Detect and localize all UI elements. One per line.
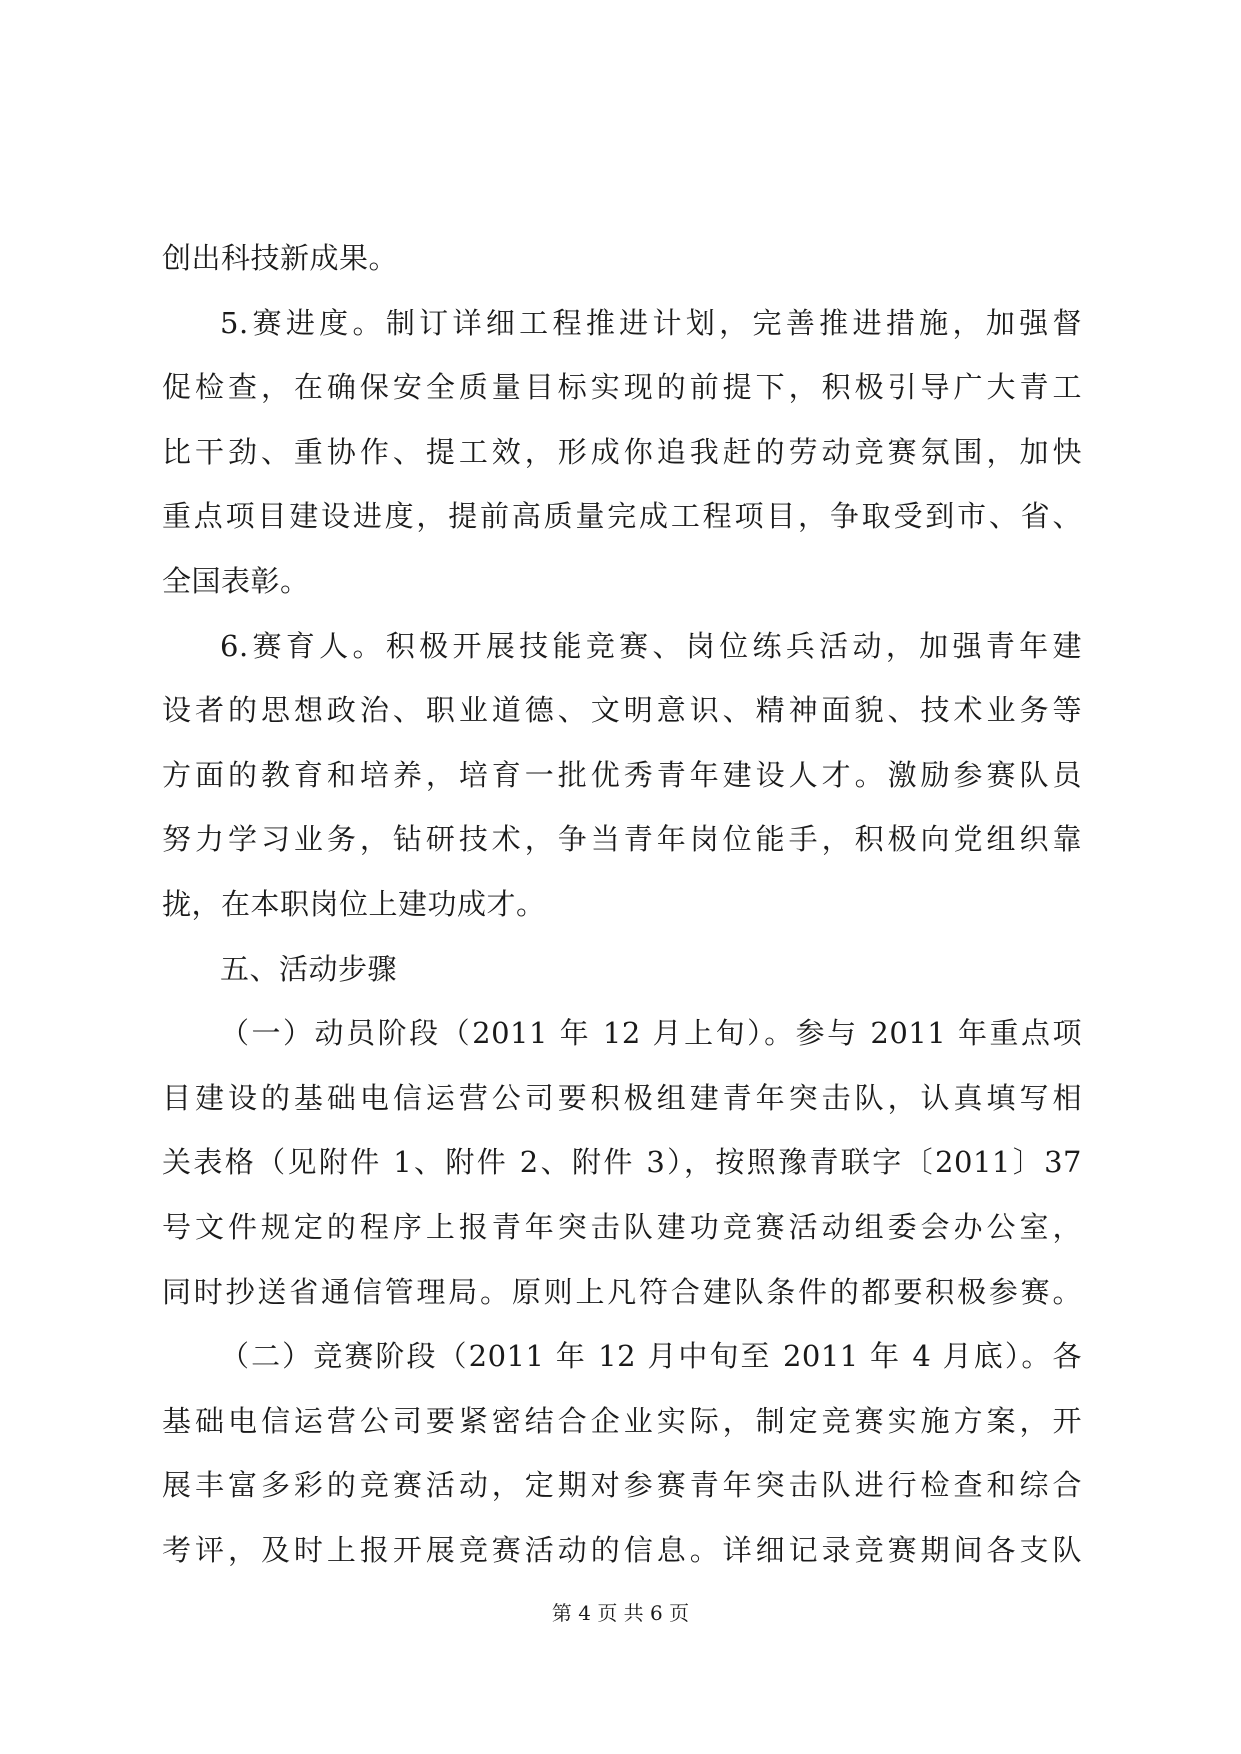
text-line: 基础电信运营公司要紧密结合企业实际，制定竞赛实施方案，开 (162, 1403, 1082, 1438)
text-line: 展丰富多彩的竞赛活动，定期对参赛青年突击队进行检查和综合 (162, 1468, 1082, 1503)
page-footer: 第 4 页 共 6 页 (551, 1601, 690, 1625)
text-line: 设者的思想政治、职业道德、文明意识、精神面貌、技术业务等 (162, 693, 1082, 728)
text-line: 创出科技新成果。 (162, 241, 399, 275)
text-line: 目建设的基础电信运营公司要积极组建青年突击队，认真填写相 (162, 1080, 1082, 1115)
text-line: 比干劲、重协作、提工效，形成你追我赶的劳动竞赛氛围，加快 (162, 434, 1082, 469)
text-line: 重点项目建设进度，提前高质量完成工程项目，争取受到市、省、 (162, 499, 1082, 534)
text-line: （二）竞赛阶段（2011 年 12 月中旬至 2011 年 4 月底）。各 (220, 1339, 1082, 1374)
text-line: 5.赛进度。制订详细工程推进计划，完善推进措施，加强督 (220, 305, 1082, 340)
text-line: 关表格（见附件 1、附件 2、附件 3），按照豫青联字〔2011〕37 (162, 1145, 1082, 1180)
text-line: 方面的教育和培养，培育一批优秀青年建设人才。激励参赛队员 (162, 757, 1082, 792)
text-line: 号文件规定的程序上报青年突击队建功竞赛活动组委会办公室， (162, 1209, 1082, 1244)
text-line: 促检查，在确保安全质量目标实现的前提下，积极引导广大青工 (162, 370, 1082, 405)
text-line: 努力学习业务，钻研技术，争当青年岗位能手，积极向党组织靠 (162, 822, 1082, 857)
text-line: 考评，及时上报开展竞赛活动的信息。详细记录竞赛期间各支队 (162, 1532, 1082, 1567)
text-line: 同时抄送省通信管理局。原则上凡符合建队条件的都要积极参赛。 (162, 1274, 1082, 1309)
text-line: 拢，在本职岗位上建功成才。 (162, 886, 546, 921)
text-line: （一）动员阶段（2011 年 12 月上旬）。参与 2011 年重点项 (220, 1016, 1082, 1051)
text-line: 五、活动步骤 (220, 951, 398, 986)
text-line: 全国表彰。 (162, 563, 310, 598)
document-body (162, 226, 1082, 1582)
text-line: 6.赛育人。积极开展技能竞赛、岗位练兵活动，加强青年建 (220, 628, 1082, 663)
